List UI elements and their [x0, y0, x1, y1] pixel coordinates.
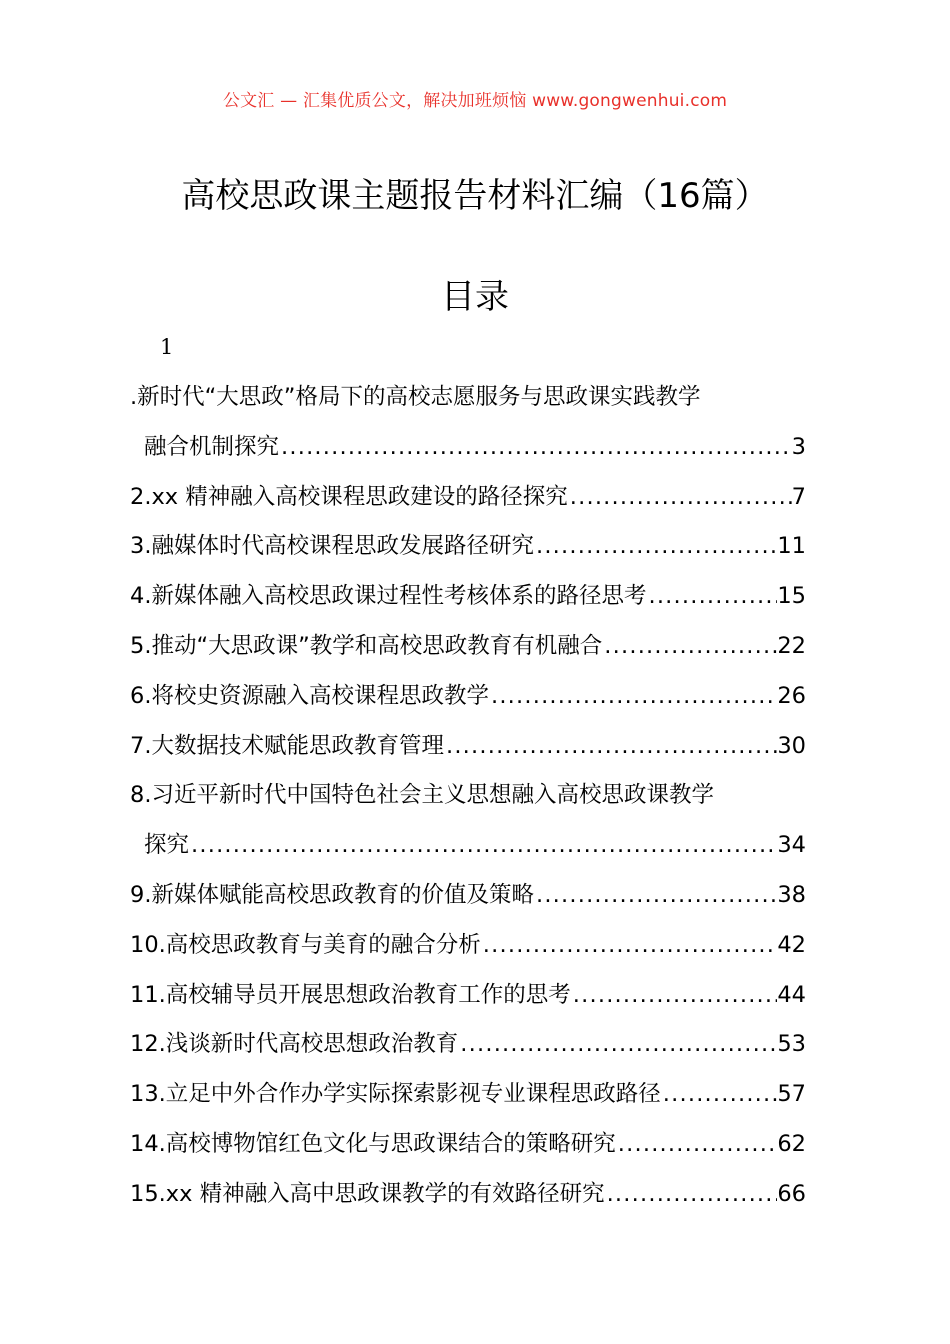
toc-entry-1[interactable] [130, 373, 806, 473]
toc-entry-11[interactable] [130, 971, 806, 1021]
toc-entry-title: 5.推动“大思政课”教学和高校思政教育有机融合 [130, 632, 603, 659]
toc-entry-title: 14.高校博物馆红色文化与思政课结合的策略研究 [130, 1130, 616, 1157]
toc-leader-dots [602, 622, 777, 672]
toc-leader-dots [481, 921, 778, 971]
toc-leader-dots [279, 423, 792, 473]
toc-page-number: 42 [777, 931, 806, 958]
toc-entry-title: .新时代“大思政”格局下的高校志愿服务与思政课实践教学 [130, 384, 701, 410]
toc-page-number: 30 [777, 732, 806, 759]
toc-entry-5[interactable] [130, 622, 806, 672]
toc-entry-title: 7.大数据技术赋能思政教育管理 [130, 732, 444, 759]
toc-page-number: 44 [777, 981, 806, 1008]
toc-entry-title: 10.高校思政教育与美育的融合分析 [130, 931, 481, 958]
toc-entry-8[interactable] [130, 771, 806, 871]
toc-entry-title: 4.新媒体融入高校思政课过程性考核体系的路径思考 [130, 583, 647, 610]
toc-entry-4[interactable] [130, 572, 806, 622]
toc-entry-line [130, 771, 806, 821]
document-title: 高校思政课主题报告材料汇编（16篇） [181, 176, 769, 216]
toc-page-number: 22 [777, 632, 806, 659]
toc-entry-title-continued: 探究 [144, 832, 190, 859]
toc-leader-dots [189, 821, 777, 871]
toc-page-number: 15 [777, 583, 806, 610]
toc-page-number: 62 [777, 1130, 806, 1157]
toc-leader-dots [534, 522, 777, 572]
toc-leader-dots [534, 871, 777, 921]
toc-entry-7[interactable] [130, 722, 806, 772]
toc-page-number: 7 [791, 483, 806, 510]
toc-page-number: 11 [777, 533, 806, 560]
toc-leader-dots [616, 1120, 778, 1170]
table-of-contents [130, 373, 806, 1220]
toc-entry-12[interactable] [130, 1020, 806, 1070]
toc-entry-2[interactable] [130, 473, 806, 523]
toc-leader-dots [489, 672, 777, 722]
toc-leader-dots [571, 971, 778, 1021]
toc-page-number: 3 [791, 433, 806, 460]
toc-entry-title: 6.将校史资源融入高校课程思政教学 [130, 682, 489, 709]
toc-entry-14[interactable] [130, 1120, 806, 1170]
toc-entry-title: 13.立足中外合作办学实际探索影视专业课程思政路径 [130, 1081, 661, 1108]
toc-entry-title: 3.融媒体时代高校课程思政发展路径研究 [130, 533, 534, 560]
toc-entry-line [130, 821, 806, 871]
toc-leader-dots [568, 473, 792, 523]
toc-entry-9[interactable] [130, 871, 806, 921]
toc-entry-title: 15.xx 精神融入高中思政课教学的有效路径研究 [130, 1180, 605, 1207]
toc-leader-dots [661, 1070, 778, 1120]
toc-entry-title: 12.浅谈新时代高校思想政治教育 [130, 1031, 459, 1058]
toc-entry-title-continued: 融合机制探究 [144, 433, 280, 460]
toc-entry-15[interactable] [130, 1170, 806, 1220]
stray-number: 1 [160, 335, 174, 359]
toc-entry-line [130, 373, 806, 423]
toc-entry-6[interactable] [130, 672, 806, 722]
toc-page-number: 34 [777, 832, 806, 859]
toc-entry-title: 9.新媒体赋能高校思政教育的价值及策略 [130, 881, 534, 908]
toc-leader-dots [444, 722, 777, 772]
toc-leader-dots [646, 572, 777, 622]
toc-heading: 目录 [441, 277, 509, 317]
toc-page-number: 53 [777, 1031, 806, 1058]
toc-entry-title: 8.习近平新时代中国特色社会主义思想融入高校思政课教学 [130, 782, 714, 809]
toc-page-number: 26 [777, 682, 806, 709]
toc-leader-dots [605, 1170, 778, 1220]
toc-entry-line [130, 423, 806, 473]
toc-leader-dots [458, 1020, 777, 1070]
toc-entry-title: 2.xx 精神融入高校课程思政建设的路径探究 [130, 483, 568, 510]
toc-page-number: 66 [777, 1180, 806, 1207]
toc-page-number: 38 [777, 881, 806, 908]
header-banner: 公文汇 — 汇集优质公文，解决加班烦恼 www.gongwenhui.com [222, 91, 728, 111]
toc-entry-13[interactable] [130, 1070, 806, 1120]
toc-entry-10[interactable] [130, 921, 806, 971]
toc-entry-3[interactable] [130, 522, 806, 572]
toc-entry-title: 11.高校辅导员开展思想政治教育工作的思考 [130, 981, 571, 1008]
toc-page-number: 57 [777, 1081, 806, 1108]
